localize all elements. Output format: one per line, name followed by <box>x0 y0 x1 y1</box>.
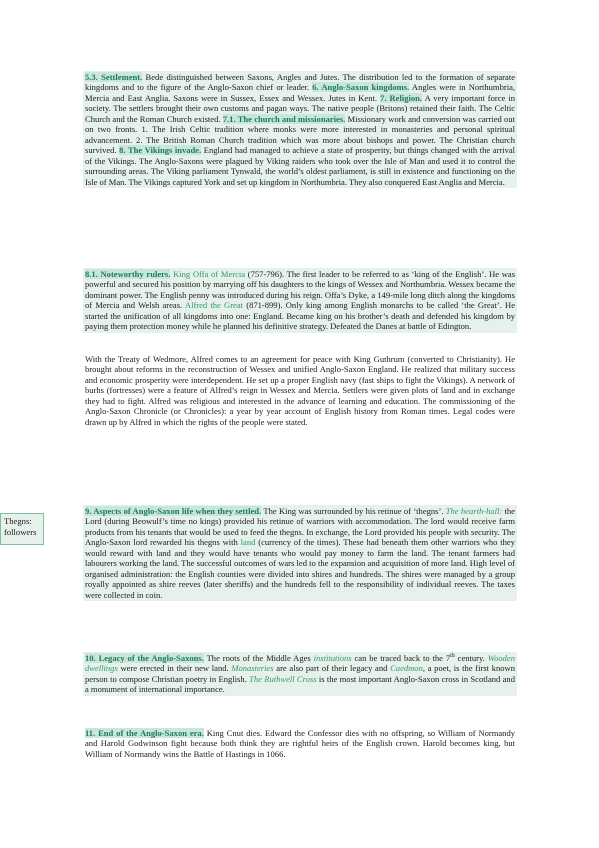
text: is the most important Anglo-Saxon cross in Scotland and a monument of international importance. <box>85 673 515 695</box>
text: (757-796). The first leader to be referred to as ‘king of the English’. He was powerful and secured his position by marrying off his daughters to the kings of Wessex and Northumbria. Wessex became the dominant power. The English penny was introduced during his reign. Offa’s Dyke, a 149-mile long ditch along the kingdoms of Mercia and Welsh areas. <box>85 269 516 311</box>
section-end-of-era <box>85 728 515 759</box>
text: are also part of their legacy and <box>273 663 391 674</box>
text: The King was surrounded by his retinue of ‘thegns’. <box>261 506 446 516</box>
text: can be traced back to the 7 <box>351 653 451 663</box>
text: (currency of the times). These had beneath them other warriors who they would reward with land and they would have tenants who would pay money to farm the land. The tenant farmers had labourers working the land. The successful outcomes of wars led to the expansion and acquisition of more land. High level of organised administration: the English counties were divided into shires and hundreds. The shires were managed by a group royally appointed as shire reeves (later sheriffs) and the hundreds fell to the responsibility of individual reeves. The taxes were collected in coin. <box>85 537 515 600</box>
heading-religion: 7. Religion. <box>380 92 423 103</box>
heading-noteworthy-rulers: 8.1. Noteworthy rulers. <box>85 269 171 279</box>
text: King Cnut dies. Edward the Confessor dies with no offspring, so William of Normandy and Harold Godwinson fight because both think they are rightful heirs of the English crown. Harold becomes king, but William of Normandy wins the Battle of Hastings in 1066. <box>85 728 515 759</box>
text: , a poet, is the first known person to compose Christian poetry in English. <box>85 663 515 684</box>
heading-vikings-invade: 8. The Vikings invade. <box>119 145 202 156</box>
text: Angles were in Northumbria, Mercia and East Anglia. Saxons were in Sussex, Essex and Wessex. Jutes in Kent. <box>85 82 516 103</box>
term-hearth-hall: The hearth-hall: <box>445 506 503 516</box>
section-settlement-to-vikings <box>83 71 517 188</box>
term-monasteries: Monasteries <box>231 663 274 674</box>
term-caedmon: Caedmon <box>390 663 423 674</box>
text: A very important force in society. The settlers brought their own customs and pagan ways. The native people (Britons) retained their faith. The Celtic Church and the Roman Church existed. <box>85 92 515 124</box>
margin-note-thegns: Thegns: followers <box>0 513 44 545</box>
text: the Lord (during Beowulf’s time no kings) provided his retinue of warriors with accommodation. The lord would receive farm products from his tenants that would be used to feed the thegns. In exchange, the Lord provided his people with security. The Anglo-Saxon lord rewarded his thegns with <box>85 506 515 548</box>
section-anglo-saxon-life <box>83 505 517 601</box>
text: England had managed to achieve a state of prosperity, but things changed with the arrival of the Vikings. The Anglo-Saxons were plagued by Viking raiders who took over the Isle of Man and used it to control the surrounding areas. The Viking parliament Tynwald, the world’s oldest parliament, is still in existence and functioning on the Isle of Man. The Vikings captured York and set up kingdom in Northumbria. They also conquered East Anglia and Mercia. <box>85 145 516 187</box>
term-land: land <box>240 537 256 548</box>
text: century. <box>454 653 488 663</box>
heading-anglo-saxon-kingdoms: 6. Anglo-Saxon kingdoms. <box>312 82 410 93</box>
section-legacy <box>83 652 517 696</box>
heading-anglo-saxon-life: 9. Aspects of Anglo-Saxon life when they settled. <box>85 506 262 516</box>
paragraph-alfred-reforms: With the Treaty of Wedmore, Alfred comes to an agreement for peace with King Guthrum (converted to Christianity). He brought about reforms in the reconstruction of Wessex and unified Anglo-Saxon England. He realized that military success and economic prosperity were interdependent. He set up a proper English navy (fast ships to fight the Vikings). A network of burhs (fortresses) were a feature of Alfred’s reign in Wessex and Mercia. Settlers were given plots of land and in exchange they had to fight. Alfred was religious and interested in the advance of learning and education. The commissioning of the Anglo-Saxon Chronicle (or Chronicles): a year by year account of English history from Roman times. Legal codes were drawn up by Alfred in which the rights of the people were stated. <box>85 354 515 427</box>
term-wooden-dwellings: Wooden dwellings <box>85 653 515 674</box>
text: The roots of the Middle Ages <box>203 653 314 663</box>
term-ruthwell-cross: The Ruthwell Cross <box>249 673 317 684</box>
heading-end-of-era: 11. End of the Anglo-Saxon era. <box>85 728 204 738</box>
superscript: th <box>450 653 455 660</box>
text: Bede distinguished between Saxons, Angles and Jutes. The distribution led to the formation of separate kingdoms and to the figure of the Anglo-Saxon chief or leader. <box>85 72 515 93</box>
text: Missionary work and conversion was carried out on two fronts. 1. The Irish Celtic tradition where monks were more interested in monasteries and personal spiritual advancement. 2. The British Roman Church tradition which was more about bishops and power. The Christian church survived. <box>85 113 515 156</box>
term-institutions: institutions <box>313 653 352 663</box>
heading-legacy: 10. Legacy of the Anglo-Saxons. <box>85 653 204 663</box>
section-noteworthy-rulers <box>83 268 517 333</box>
ruler-offa: King Offa of Mercia <box>173 269 246 279</box>
ruler-alfred: Alfred the Great <box>184 300 244 311</box>
text: were erected in their new land. <box>117 663 232 674</box>
text: (871-899). Only king among English monarchs to be called ‘the Great’. He started the unification of all kingdoms into one: England. Became king on his brother’s death and defended his kingdom by paying them protection money while he planned his definitive strategy. Defeated the Danes at battle of Edington. <box>85 300 515 332</box>
heading-church-missionaries: 7.1. The church and missionaries. <box>222 113 346 124</box>
heading-settlement: 5.3. Settlement. <box>85 72 143 82</box>
